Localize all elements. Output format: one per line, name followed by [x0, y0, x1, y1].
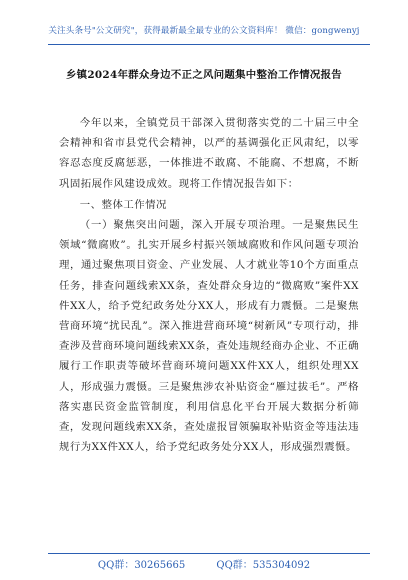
qq-group-1: QQ群：30265665 [97, 560, 186, 571]
footer [0, 556, 408, 571]
bottom-divider [48, 553, 370, 554]
section-paragraph: （一）聚焦突出问题，深入开展专项治理。一是聚焦民生领域“微腐败”。扎实开展乡村振兴领域腐败和作风问题专项治理，通过聚焦项目资金、产业发展、人才就业等10个方面重点任务，排查问题线索XX条，查处群众身边的“微腐败”案件XX件XX人，给予党纪政务处分XX人，形成有力震慑。二是聚焦营商环境“扰民乱”。深入推进营商环境“树新风”专项行动，排查涉及营商环境问题线索XX条，查处违规经商办企业、不正确履行工作职责等破坏营商环境问题XX件XX人，组织处理XX人，形成强力震慑。三是聚焦涉农补贴资金“雁过拔毛”。严格落实惠民资金监管制度，利用信息化平台开展大数据分析筛查，发现问题线索XX条，查处虚报冒领骗取补贴资金等违法违规行为XX件XX人，给予党纪政务处分XX人，形成强烈震慑。 [59, 219, 359, 454]
document-title: 乡镇2024年群众身边不正之风问题集中整治工作情况报告 [65, 69, 342, 81]
section-heading: 一、整体工作情况 [79, 198, 167, 211]
qq-group-2: QQ群：535304092 [216, 560, 311, 571]
document-body [59, 113, 359, 457]
top-divider [48, 44, 370, 45]
intro-paragraph: 今年以来，全镇党员干部深入贯彻落实党的二十届三中全会精神和省市县党代会精神，以严的基调强化正风肃纪，以零容忍态度反腐惩恶，一体推进不敢腐、不能腐、不想腐，不断巩固拓展作风建设成效。现将工作情况报告如下： [59, 117, 359, 190]
top-banner: 关注头条号"公文研究"，获得最新最全最专业的公文资料库！ 微信：gongwenyj [48, 26, 360, 36]
